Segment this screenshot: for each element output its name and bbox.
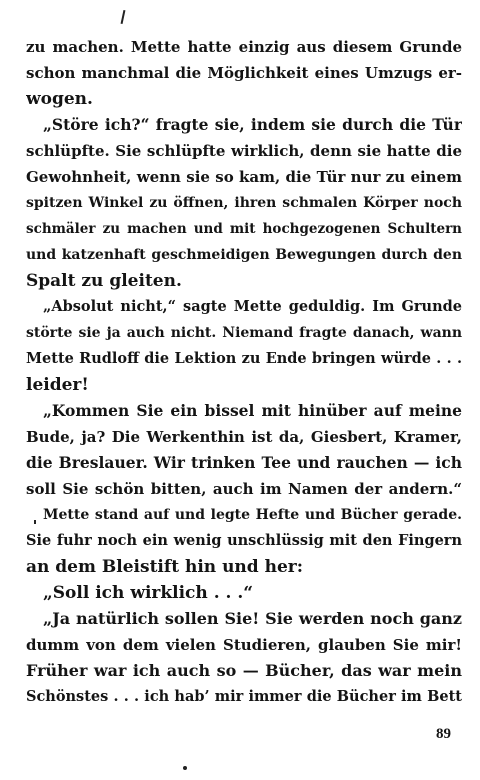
text-line: Bude, ja? Die Werkenthin ist da, Giesbert, Kramer, <box>26 428 462 446</box>
text-line: an dem Bleistift hin und her: <box>26 557 303 577</box>
page-number: 89 <box>436 726 451 742</box>
text-line: und katzenhaft geschmeidigen Bewegungen durch den <box>26 247 462 263</box>
text-line: soll Sie schön bitten, auch im Namen der andern.“ <box>26 480 462 498</box>
text-line: schon manchmal die Möglichkeit eines Umzugs er- <box>26 64 462 82</box>
ink-mark-top <box>121 10 126 24</box>
text-line: Sie fuhr noch ein wenig unschlüssig mit den Fingern <box>26 532 462 549</box>
text-line: wogen. <box>26 89 93 109</box>
text-line: „Absolut nicht,“ sagte Mette geduldig. Im Grunde <box>43 298 462 315</box>
text-line: Schönstes . . . ich hab’ mir immer die Bücher im Bett <box>26 688 462 705</box>
text-line: Spalt zu gleiten. <box>26 271 182 291</box>
text-line: „Störe ich?“ fragte sie, indem sie durch die Tür <box>43 115 462 134</box>
text-line: leider! <box>26 375 89 395</box>
text-line: die Breslauer. Wir trinken Tee und rauchen — ich <box>26 453 462 472</box>
body-text <box>26 34 462 710</box>
text-line: Gewohnheit, wenn sie so kam, die Tür nur zu einem <box>26 168 462 186</box>
text-line: „Soll ich wirklich . . .“ <box>43 583 254 603</box>
text-line: schlüpfte. Sie schlüpfte wirklich, denn sie hatte die <box>26 142 462 160</box>
ink-dot-bottom <box>183 766 187 770</box>
text-line: „Ja natürlich sollen Sie! Sie werden noch ganz <box>43 609 462 628</box>
text-line: dumm von dem vielen Studieren, glauben Sie mir! <box>26 636 462 654</box>
text-line: schmäler zu machen und mit hochgezogenen Schultern <box>26 221 462 237</box>
text-line: Mette Rudloff die Lektion zu Ende bringen würde . . . <box>26 350 462 367</box>
text-line: „Kommen Sie ein bissel mit hinüber auf meine <box>43 401 462 420</box>
text-line: Früher war ich auch so — Bücher, das war mein <box>26 661 462 680</box>
text-line: spitzen Winkel zu öffnen, ihren schmalen Körper noch <box>26 195 462 211</box>
text-line: zu machen. Mette hatte einzig aus diesem Grunde <box>26 38 462 56</box>
text-line: Mette stand auf und legte Hefte und Bücher gerade. <box>43 507 462 523</box>
text-line: störte sie ja auch nicht. Niemand fragte danach, wann <box>26 325 462 341</box>
